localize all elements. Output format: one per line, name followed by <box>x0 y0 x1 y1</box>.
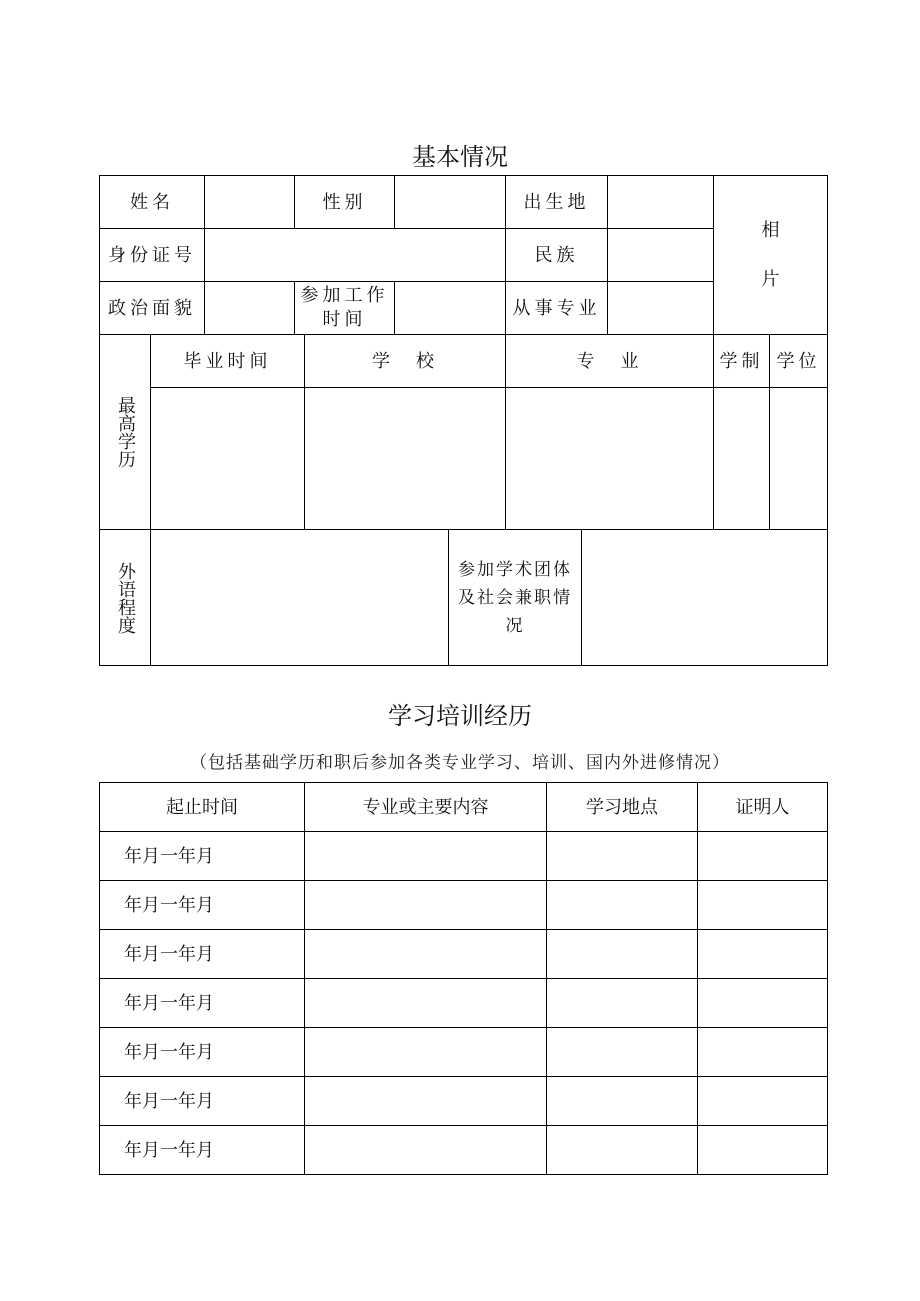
location-cell[interactable] <box>546 1125 698 1175</box>
id-number-label: 身份证号 <box>99 228 205 282</box>
name-input[interactable] <box>204 175 295 229</box>
period-cell[interactable]: 年月一年月 <box>99 978 305 1028</box>
witness-cell[interactable] <box>697 831 828 881</box>
ethnicity-label: 民族 <box>505 228 608 282</box>
content-cell[interactable] <box>304 1125 547 1175</box>
location-cell[interactable] <box>546 831 698 881</box>
witness-cell[interactable] <box>697 978 828 1028</box>
school-header: 学 校 <box>304 334 506 388</box>
period-cell[interactable]: 年月一年月 <box>99 1076 305 1126</box>
period-cell[interactable]: 年月一年月 <box>99 880 305 930</box>
witness-cell[interactable] <box>697 1076 828 1126</box>
degree-input[interactable] <box>769 387 828 530</box>
period-cell[interactable]: 年月一年月 <box>99 929 305 979</box>
name-label: 姓名 <box>99 175 205 229</box>
content-cell[interactable] <box>304 929 547 979</box>
content-cell[interactable] <box>304 1076 547 1126</box>
gender-input[interactable] <box>394 175 506 229</box>
societies-input[interactable] <box>581 529 828 666</box>
period-cell[interactable]: 年月一年月 <box>99 1027 305 1077</box>
content-cell[interactable] <box>304 978 547 1028</box>
location-cell[interactable] <box>546 978 698 1028</box>
witness-cell[interactable] <box>697 1125 828 1175</box>
political-status-label: 政治面貌 <box>99 281 205 335</box>
grad-time-input[interactable] <box>150 387 305 530</box>
political-status-input[interactable] <box>204 281 295 335</box>
study-length-header: 学制 <box>713 334 770 388</box>
content-cell[interactable] <box>304 831 547 881</box>
location-cell[interactable] <box>546 929 698 979</box>
period-cell[interactable]: 年月一年月 <box>99 831 305 881</box>
location-cell[interactable] <box>546 880 698 930</box>
profession-label: 从事专业 <box>505 281 608 335</box>
photo-label-1: 相 <box>761 220 780 241</box>
witness-cell[interactable] <box>697 1027 828 1077</box>
work-start-label: 参加工作时间 <box>294 281 395 335</box>
location-cell[interactable] <box>546 1027 698 1077</box>
photo-label-2: 片 <box>761 269 780 290</box>
school-input[interactable] <box>304 387 506 530</box>
content-cell[interactable] <box>304 1027 547 1077</box>
content-header: 专业或主要内容 <box>304 782 547 832</box>
location-header: 学习地点 <box>546 782 698 832</box>
birthplace-label: 出生地 <box>505 175 608 229</box>
work-start-input[interactable] <box>394 281 506 335</box>
period-header: 起止时间 <box>99 782 305 832</box>
birthplace-input[interactable] <box>607 175 714 229</box>
grad-time-header: 毕业时间 <box>150 334 305 388</box>
degree-header: 学位 <box>769 334 828 388</box>
language-label: 外语程度 <box>99 529 151 666</box>
gender-label: 性别 <box>294 175 395 229</box>
location-cell[interactable] <box>546 1076 698 1126</box>
education-label: 最高学历 <box>99 334 151 530</box>
major-header: 专 业 <box>505 334 714 388</box>
language-input[interactable] <box>150 529 449 666</box>
witness-cell[interactable] <box>697 880 828 930</box>
id-number-input[interactable] <box>204 228 506 282</box>
ethnicity-input[interactable] <box>607 228 714 282</box>
period-cell[interactable]: 年月一年月 <box>99 1125 305 1175</box>
content-cell[interactable] <box>304 880 547 930</box>
major-input[interactable] <box>505 387 714 530</box>
witness-cell[interactable] <box>697 929 828 979</box>
training-note: （包括基础学历和职后参加各类专业学习、培训、国内外进修情况） <box>190 753 730 773</box>
photo-box[interactable] <box>713 175 828 335</box>
profession-input[interactable] <box>607 281 714 335</box>
study-length-input[interactable] <box>713 387 770 530</box>
basic-info-title: 基本情况 <box>412 143 508 171</box>
witness-header: 证明人 <box>697 782 828 832</box>
training-title: 学习培训经历 <box>388 702 532 730</box>
societies-label: 参加学术团体及社会兼职情况 <box>448 529 582 666</box>
